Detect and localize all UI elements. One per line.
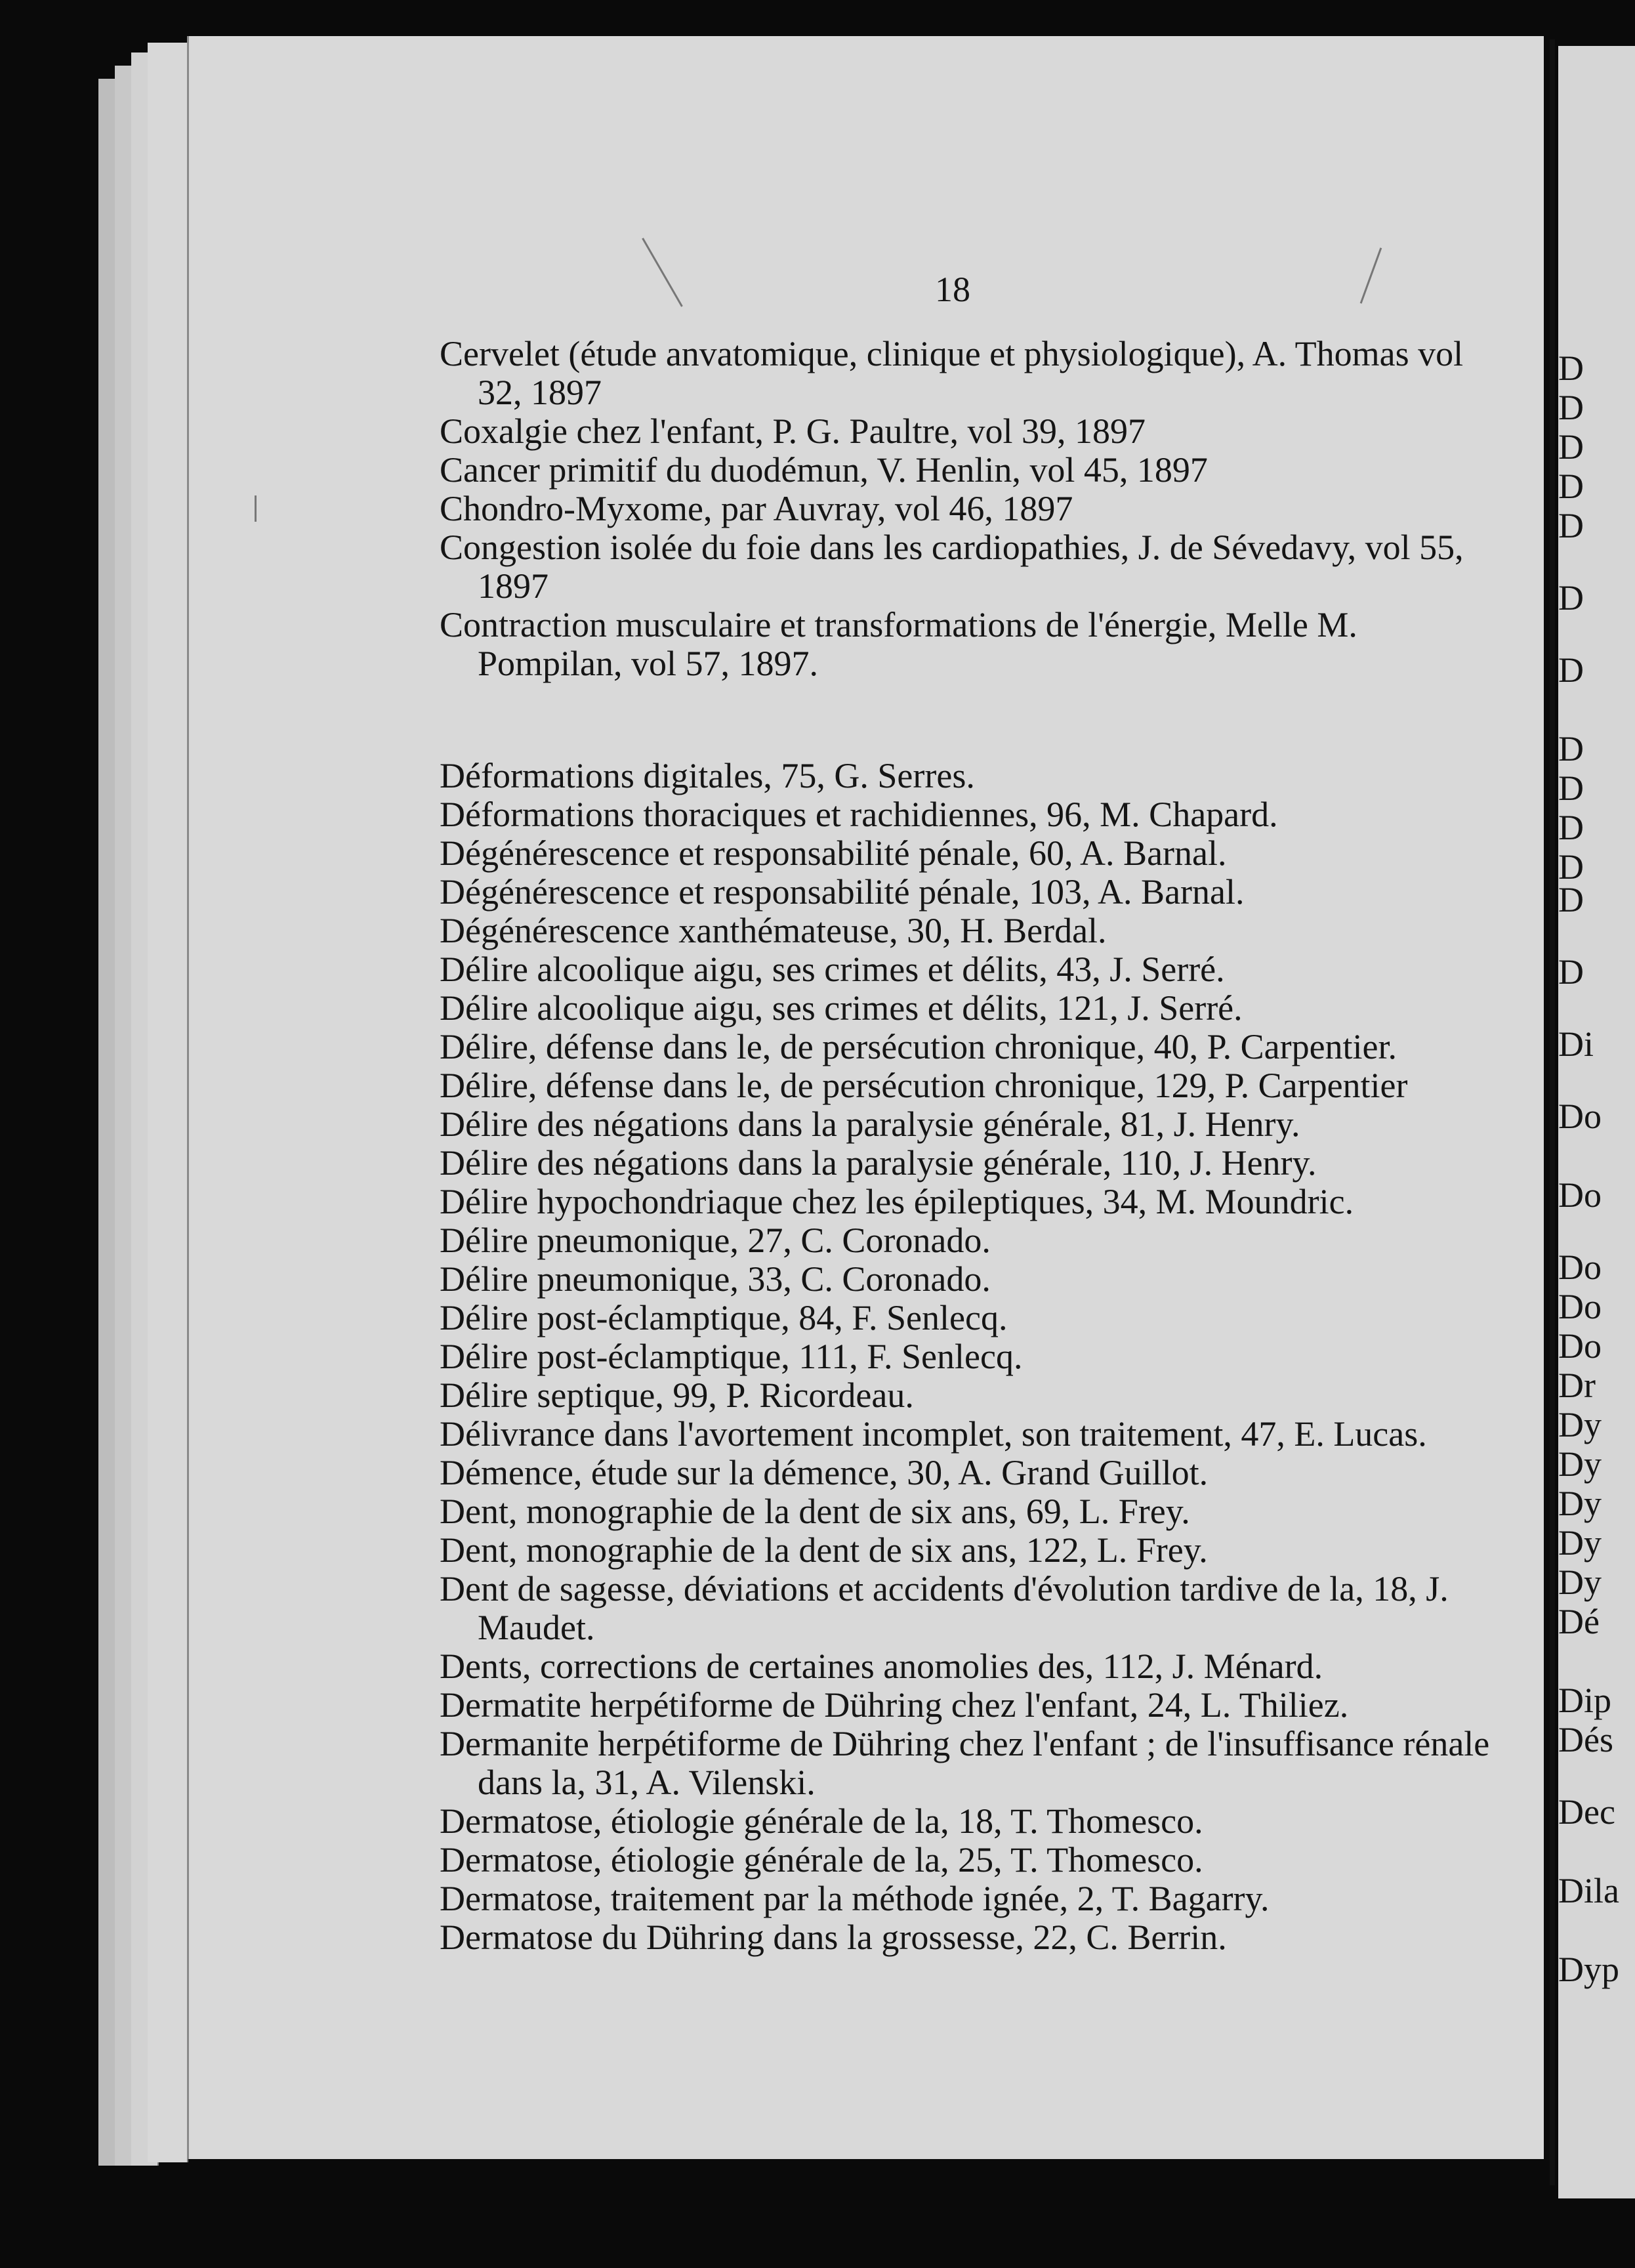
right-page-stub: D xyxy=(1558,650,1584,690)
right-page-stub: Do xyxy=(1558,1175,1602,1215)
index-entry: Dermatose du Dühring dans la grossesse, 22, C. Berrin. xyxy=(440,1918,1227,1957)
index-entry: Délire hypochondriaque chez les épileptiques, 34, M. Moundric. xyxy=(440,1182,1354,1221)
right-page-stub: Dr xyxy=(1558,1366,1596,1405)
right-page-stub: Do xyxy=(1558,1248,1602,1287)
index-entry: Dent de sagesse, déviations et accidents d'évolution tardive de la, 18, J. Maudet. xyxy=(440,1569,1449,1647)
index-entry: Dermatose, traitement par la méthode ignée, 2, T. Bagarry. xyxy=(440,1879,1270,1918)
right-page-stub: Dés xyxy=(1558,1720,1613,1759)
index-entry: Dents, corrections de certaines anomolies des, 112, J. Ménard. xyxy=(440,1647,1323,1686)
right-page-stub: D xyxy=(1558,880,1584,919)
page-number: 18 xyxy=(935,270,970,309)
index-entry: Démence, étude sur la démence, 30, A. Grand Guillot. xyxy=(440,1453,1209,1492)
index-entry: Dermatose, étiologie générale de la, 25, T. Thomesco. xyxy=(440,1840,1203,1880)
index-entry: Coxalgie chez l'enfant, P. G. Paultre, vol 39, 1897 xyxy=(440,411,1146,451)
index-entry: Délire septique, 99, P. Ricordeau. xyxy=(440,1376,914,1415)
index-entry: Dégénérescence et responsabilité pénale, 103, A. Barnal. xyxy=(440,872,1245,912)
right-page-stub: Di xyxy=(1558,1024,1594,1064)
right-page-stub: D xyxy=(1558,768,1584,808)
right-page-stub: Do xyxy=(1558,1287,1602,1326)
right-page-stub: D xyxy=(1558,427,1584,467)
right-page-stub: Dy xyxy=(1558,1405,1602,1444)
page-edge xyxy=(148,43,188,2162)
index-entry: Délire alcoolique aigu, ses crimes et délits, 121, J. Serré. xyxy=(440,988,1243,1028)
index-entry: Délire post-éclamptique, 84, F. Senlecq. xyxy=(440,1298,1008,1337)
index-entry: Cervelet (étude anvatomique, clinique et physiologique), A. Thomas vol 32, 1897 xyxy=(440,334,1464,412)
right-page-stub: Dy xyxy=(1558,1563,1602,1602)
right-page-stub: Dyp xyxy=(1558,1950,1619,1989)
right-page-stub: Dip xyxy=(1558,1681,1611,1720)
index-entry: Délire pneumonique, 33, C. Coronado. xyxy=(440,1259,991,1299)
index-entries xyxy=(440,335,1489,1957)
index-entry: Congestion isolée du foie dans les cardiopathies, J. de Sévedavy, vol 55, 1897 xyxy=(440,528,1464,606)
right-page-stub: D xyxy=(1558,808,1584,847)
right-page-stub: Dy xyxy=(1558,1523,1602,1563)
index-entry: Dent, monographie de la dent de six ans, 69, L. Frey. xyxy=(440,1492,1190,1531)
right-page-stub: D xyxy=(1558,467,1584,506)
right-page-stub: Do xyxy=(1558,1097,1602,1136)
gutter xyxy=(1550,39,1555,2185)
index-entry: Délire, défense dans le, de persécution chronique, 40, P. Carpentier. xyxy=(440,1027,1397,1066)
section-gap xyxy=(440,683,1489,757)
section-c xyxy=(440,335,1489,683)
right-page-stub: Dy xyxy=(1558,1444,1602,1484)
index-entry: Délire alcoolique aigu, ses crimes et délits, 43, J. Serré. xyxy=(440,950,1225,989)
index-entry: Cancer primitif du duodémun, V. Henlin, vol 45, 1897 xyxy=(440,450,1208,490)
index-entry: Dégénérescence xanthémateuse, 30, H. Berdal. xyxy=(440,911,1107,950)
index-entry: Déformations thoraciques et rachidiennes, 96, M. Chapard. xyxy=(440,795,1278,834)
index-entry: Délire des négations dans la paralysie générale, 110, J. Henry. xyxy=(440,1143,1317,1183)
index-entry: Dégénérescence et responsabilité pénale, 60, A. Barnal. xyxy=(440,833,1227,873)
right-page-stub: Dy xyxy=(1558,1484,1602,1523)
index-entry: Dermanite herpétiforme de Dühring chez l'enfant ; de l'insuffisance rénale dans la, 31, A. Vilenski. xyxy=(440,1724,1490,1802)
index-entry: Dermatose, étiologie générale de la, 18, T. Thomesco. xyxy=(440,1801,1203,1841)
right-page-stub: D xyxy=(1558,847,1584,887)
right-page-stub: D xyxy=(1558,348,1584,388)
index-entry: Délire, défense dans le, de persécution chronique, 129, P. Carpentier xyxy=(440,1066,1408,1105)
index-entry: Dermatite herpétiforme de Dühring chez l'enfant, 24, L. Thiliez. xyxy=(440,1685,1349,1725)
right-page-stub: D xyxy=(1558,952,1584,992)
right-page-edge xyxy=(1558,46,1635,2198)
index-entry: Chondro-Myxome, par Auvray, vol 46, 1897 xyxy=(440,489,1073,528)
right-page-stub: Dec xyxy=(1558,1792,1615,1832)
right-page-stub: D xyxy=(1558,506,1584,545)
section-d xyxy=(440,757,1489,1957)
index-entry: Délire post-éclamptique, 111, F. Senlecq. xyxy=(440,1337,1023,1376)
index-entry: Contraction musculaire et transformations de l'énergie, Melle M. Pompilan, vol 57, 1897. xyxy=(440,605,1357,683)
index-entry: Déformations digitales, 75, G. Serres. xyxy=(440,756,975,795)
right-page-stub: D xyxy=(1558,388,1584,427)
right-page-stub: Dila xyxy=(1558,1871,1619,1910)
index-entry: Délivrance dans l'avortement incomplet, son traitement, 47, E. Lucas. xyxy=(440,1414,1427,1454)
index-entry: Délire pneumonique, 27, C. Coronado. xyxy=(440,1221,991,1260)
index-entry: Dent, monographie de la dent de six ans, 122, L. Frey. xyxy=(440,1530,1208,1570)
right-page-stub: Dé xyxy=(1558,1602,1600,1641)
right-page-stub: D xyxy=(1558,729,1584,768)
index-entry: Délire des négations dans la paralysie générale, 81, J. Henry. xyxy=(440,1104,1300,1144)
right-page-stub: D xyxy=(1558,578,1584,618)
right-page-stub: Do xyxy=(1558,1326,1602,1366)
